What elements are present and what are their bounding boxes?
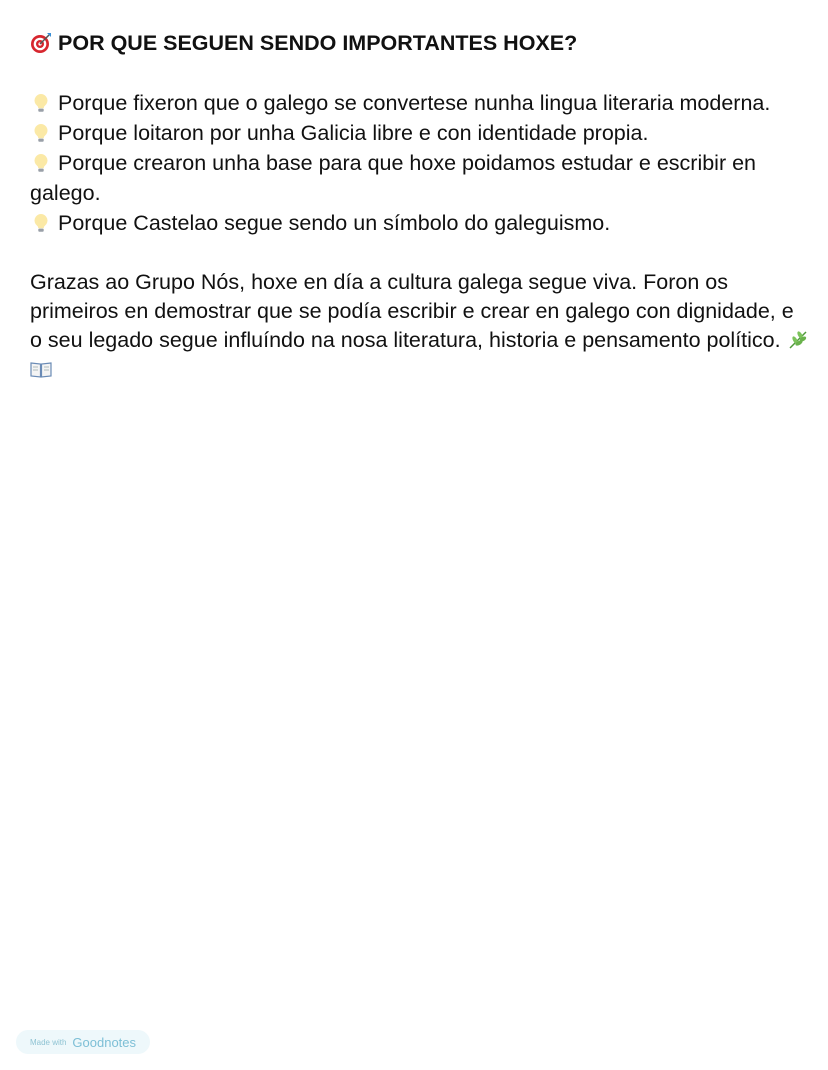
- made-with-goodnotes-badge: Made with Goodnotes: [16, 1030, 150, 1054]
- list-item: Porque Castelao segue sendo un símbolo do galeguismo.: [30, 208, 810, 238]
- closing-paragraph: Grazas ao Grupo Nós, hoxe en día a cultura galega segue viva. Foron os primeiros en demostrar que se podía escribir e crear en galego con dignidade, e o seu legado segue influíndo na nosa literatura, historia e pensamento político.: [30, 268, 810, 384]
- lightbulb-icon: [30, 152, 52, 174]
- herb-icon: [787, 329, 809, 351]
- heading-text: POR QUE SEGUEN SENDO IMPORTANTES HOXE?: [58, 31, 578, 55]
- document-body: [30, 28, 810, 384]
- lightbulb-icon: [30, 122, 52, 144]
- list-item: Porque loitaron por unha Galicia libre e con identidade propia.: [30, 118, 810, 148]
- target-icon: [30, 32, 52, 54]
- lightbulb-icon: [30, 212, 52, 234]
- section-heading: [30, 28, 810, 58]
- lightbulb-icon: [30, 92, 52, 114]
- list-item: Porque crearon unha base para que hoxe poidamos estudar e escribir en galego.: [30, 151, 757, 205]
- list-item: Porque fixeron que o galego se convertese nunha lingua literaria moderna.: [30, 88, 810, 118]
- open-book-icon: [30, 358, 52, 380]
